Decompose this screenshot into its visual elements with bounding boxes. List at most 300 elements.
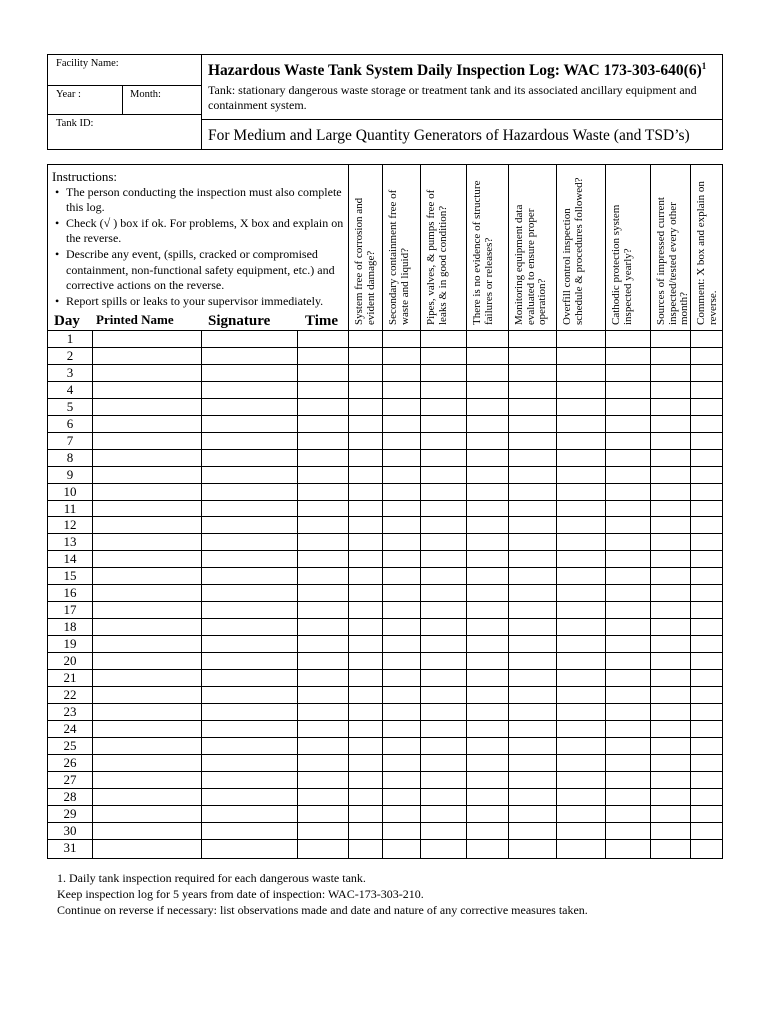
check-cell[interactable] bbox=[349, 467, 381, 482]
check-cell[interactable] bbox=[691, 704, 721, 719]
check-cell[interactable] bbox=[606, 348, 649, 363]
check-cell[interactable] bbox=[383, 806, 419, 821]
check-cell[interactable] bbox=[509, 755, 555, 770]
time-cell[interactable] bbox=[298, 636, 347, 651]
check-cell[interactable] bbox=[557, 551, 604, 566]
check-cell[interactable] bbox=[467, 687, 507, 702]
check-cell[interactable] bbox=[651, 721, 689, 736]
signature-cell[interactable] bbox=[202, 806, 296, 821]
check-cell[interactable] bbox=[421, 382, 465, 397]
check-cell[interactable] bbox=[557, 704, 604, 719]
check-cell[interactable] bbox=[557, 484, 604, 499]
check-cell[interactable] bbox=[606, 619, 649, 634]
check-cell[interactable] bbox=[557, 568, 604, 583]
check-cell[interactable] bbox=[651, 348, 689, 363]
check-cell[interactable] bbox=[421, 687, 465, 702]
check-cell[interactable] bbox=[349, 772, 381, 787]
check-cell[interactable] bbox=[691, 755, 721, 770]
check-cell[interactable] bbox=[651, 619, 689, 634]
check-cell[interactable] bbox=[606, 585, 649, 600]
check-cell[interactable] bbox=[606, 602, 649, 617]
check-cell[interactable] bbox=[467, 670, 507, 685]
check-cell[interactable] bbox=[467, 416, 507, 431]
check-cell[interactable] bbox=[421, 789, 465, 804]
check-cell[interactable] bbox=[509, 806, 555, 821]
check-cell[interactable] bbox=[557, 738, 604, 753]
time-cell[interactable] bbox=[298, 670, 347, 685]
check-cell[interactable] bbox=[509, 416, 555, 431]
check-cell[interactable] bbox=[691, 789, 721, 804]
check-cell[interactable] bbox=[349, 382, 381, 397]
check-cell[interactable] bbox=[557, 772, 604, 787]
check-cell[interactable] bbox=[349, 433, 381, 448]
time-cell[interactable] bbox=[298, 534, 347, 549]
check-cell[interactable] bbox=[557, 840, 604, 855]
signature-cell[interactable] bbox=[202, 653, 296, 668]
check-cell[interactable] bbox=[691, 568, 721, 583]
check-cell[interactable] bbox=[509, 534, 555, 549]
check-cell[interactable] bbox=[421, 670, 465, 685]
check-cell[interactable] bbox=[557, 721, 604, 736]
time-cell[interactable] bbox=[298, 704, 347, 719]
time-cell[interactable] bbox=[298, 687, 347, 702]
check-cell[interactable] bbox=[349, 534, 381, 549]
check-cell[interactable] bbox=[651, 551, 689, 566]
check-cell[interactable] bbox=[651, 517, 689, 532]
check-cell[interactable] bbox=[383, 619, 419, 634]
check-cell[interactable] bbox=[606, 568, 649, 583]
check-cell[interactable] bbox=[691, 517, 721, 532]
check-cell[interactable] bbox=[691, 653, 721, 668]
check-cell[interactable] bbox=[467, 653, 507, 668]
signature-cell[interactable] bbox=[202, 687, 296, 702]
check-cell[interactable] bbox=[383, 687, 419, 702]
check-cell[interactable] bbox=[421, 484, 465, 499]
check-cell[interactable] bbox=[557, 517, 604, 532]
printed-name-cell[interactable] bbox=[93, 534, 200, 549]
check-cell[interactable] bbox=[691, 840, 721, 855]
check-cell[interactable] bbox=[557, 382, 604, 397]
check-cell[interactable] bbox=[467, 840, 507, 855]
time-cell[interactable] bbox=[298, 840, 347, 855]
printed-name-cell[interactable] bbox=[93, 704, 200, 719]
printed-name-cell[interactable] bbox=[93, 382, 200, 397]
check-cell[interactable] bbox=[467, 501, 507, 516]
signature-cell[interactable] bbox=[202, 619, 296, 634]
printed-name-cell[interactable] bbox=[93, 450, 200, 465]
check-cell[interactable] bbox=[383, 602, 419, 617]
check-cell[interactable] bbox=[349, 704, 381, 719]
check-cell[interactable] bbox=[606, 450, 649, 465]
check-cell[interactable] bbox=[651, 450, 689, 465]
check-cell[interactable] bbox=[383, 416, 419, 431]
printed-name-cell[interactable] bbox=[93, 670, 200, 685]
signature-cell[interactable] bbox=[202, 721, 296, 736]
check-cell[interactable] bbox=[421, 721, 465, 736]
check-cell[interactable] bbox=[383, 501, 419, 516]
check-cell[interactable] bbox=[606, 534, 649, 549]
check-cell[interactable] bbox=[383, 823, 419, 838]
check-cell[interactable] bbox=[651, 670, 689, 685]
check-cell[interactable] bbox=[606, 517, 649, 532]
check-cell[interactable] bbox=[421, 823, 465, 838]
check-cell[interactable] bbox=[606, 653, 649, 668]
check-cell[interactable] bbox=[651, 806, 689, 821]
check-cell[interactable] bbox=[606, 382, 649, 397]
check-cell[interactable] bbox=[606, 467, 649, 482]
check-cell[interactable] bbox=[691, 602, 721, 617]
check-cell[interactable] bbox=[383, 399, 419, 414]
signature-cell[interactable] bbox=[202, 755, 296, 770]
printed-name-cell[interactable] bbox=[93, 399, 200, 414]
signature-cell[interactable] bbox=[202, 484, 296, 499]
check-cell[interactable] bbox=[509, 450, 555, 465]
check-cell[interactable] bbox=[467, 382, 507, 397]
check-cell[interactable] bbox=[349, 348, 381, 363]
check-cell[interactable] bbox=[467, 636, 507, 651]
check-cell[interactable] bbox=[349, 619, 381, 634]
check-cell[interactable] bbox=[606, 416, 649, 431]
check-cell[interactable] bbox=[349, 501, 381, 516]
signature-cell[interactable] bbox=[202, 636, 296, 651]
check-cell[interactable] bbox=[383, 551, 419, 566]
check-cell[interactable] bbox=[509, 840, 555, 855]
check-cell[interactable] bbox=[349, 738, 381, 753]
check-cell[interactable] bbox=[606, 365, 649, 380]
check-cell[interactable] bbox=[606, 840, 649, 855]
check-cell[interactable] bbox=[606, 687, 649, 702]
check-cell[interactable] bbox=[557, 399, 604, 414]
check-cell[interactable] bbox=[509, 382, 555, 397]
check-cell[interactable] bbox=[606, 670, 649, 685]
check-cell[interactable] bbox=[421, 772, 465, 787]
check-cell[interactable] bbox=[467, 755, 507, 770]
check-cell[interactable] bbox=[691, 399, 721, 414]
signature-cell[interactable] bbox=[202, 602, 296, 617]
printed-name-cell[interactable] bbox=[93, 365, 200, 380]
check-cell[interactable] bbox=[509, 670, 555, 685]
check-cell[interactable] bbox=[606, 704, 649, 719]
check-cell[interactable] bbox=[421, 755, 465, 770]
time-cell[interactable] bbox=[298, 517, 347, 532]
check-cell[interactable] bbox=[383, 568, 419, 583]
printed-name-cell[interactable] bbox=[93, 755, 200, 770]
check-cell[interactable] bbox=[691, 823, 721, 838]
time-cell[interactable] bbox=[298, 619, 347, 634]
check-cell[interactable] bbox=[467, 433, 507, 448]
time-cell[interactable] bbox=[298, 365, 347, 380]
check-cell[interactable] bbox=[691, 534, 721, 549]
check-cell[interactable] bbox=[651, 433, 689, 448]
printed-name-cell[interactable] bbox=[93, 348, 200, 363]
check-cell[interactable] bbox=[509, 602, 555, 617]
check-cell[interactable] bbox=[651, 484, 689, 499]
check-cell[interactable] bbox=[349, 823, 381, 838]
check-cell[interactable] bbox=[557, 602, 604, 617]
time-cell[interactable] bbox=[298, 484, 347, 499]
check-cell[interactable] bbox=[651, 772, 689, 787]
check-cell[interactable] bbox=[349, 331, 381, 346]
check-cell[interactable] bbox=[383, 738, 419, 753]
signature-cell[interactable] bbox=[202, 568, 296, 583]
check-cell[interactable] bbox=[651, 331, 689, 346]
printed-name-cell[interactable] bbox=[93, 568, 200, 583]
check-cell[interactable] bbox=[557, 501, 604, 516]
check-cell[interactable] bbox=[691, 348, 721, 363]
printed-name-cell[interactable] bbox=[93, 636, 200, 651]
check-cell[interactable] bbox=[421, 534, 465, 549]
signature-cell[interactable] bbox=[202, 365, 296, 380]
check-cell[interactable] bbox=[467, 484, 507, 499]
check-cell[interactable] bbox=[383, 382, 419, 397]
check-cell[interactable] bbox=[467, 619, 507, 634]
check-cell[interactable] bbox=[349, 484, 381, 499]
time-cell[interactable] bbox=[298, 331, 347, 346]
signature-cell[interactable] bbox=[202, 789, 296, 804]
check-cell[interactable] bbox=[606, 399, 649, 414]
check-cell[interactable] bbox=[651, 382, 689, 397]
signature-cell[interactable] bbox=[202, 331, 296, 346]
check-cell[interactable] bbox=[509, 738, 555, 753]
time-cell[interactable] bbox=[298, 653, 347, 668]
check-cell[interactable] bbox=[349, 755, 381, 770]
check-cell[interactable] bbox=[557, 433, 604, 448]
check-cell[interactable] bbox=[691, 365, 721, 380]
check-cell[interactable] bbox=[421, 433, 465, 448]
time-cell[interactable] bbox=[298, 585, 347, 600]
signature-cell[interactable] bbox=[202, 772, 296, 787]
printed-name-cell[interactable] bbox=[93, 551, 200, 566]
check-cell[interactable] bbox=[651, 789, 689, 804]
check-cell[interactable] bbox=[691, 721, 721, 736]
check-cell[interactable] bbox=[691, 806, 721, 821]
check-cell[interactable] bbox=[383, 840, 419, 855]
check-cell[interactable] bbox=[349, 416, 381, 431]
check-cell[interactable] bbox=[691, 551, 721, 566]
check-cell[interactable] bbox=[691, 450, 721, 465]
check-cell[interactable] bbox=[383, 450, 419, 465]
check-cell[interactable] bbox=[421, 399, 465, 414]
printed-name-cell[interactable] bbox=[93, 585, 200, 600]
check-cell[interactable] bbox=[467, 551, 507, 566]
signature-cell[interactable] bbox=[202, 534, 296, 549]
check-cell[interactable] bbox=[651, 755, 689, 770]
check-cell[interactable] bbox=[509, 399, 555, 414]
signature-cell[interactable] bbox=[202, 467, 296, 482]
time-cell[interactable] bbox=[298, 501, 347, 516]
check-cell[interactable] bbox=[651, 585, 689, 600]
check-cell[interactable] bbox=[606, 721, 649, 736]
check-cell[interactable] bbox=[467, 721, 507, 736]
check-cell[interactable] bbox=[421, 551, 465, 566]
check-cell[interactable] bbox=[691, 585, 721, 600]
check-cell[interactable] bbox=[691, 382, 721, 397]
printed-name-cell[interactable] bbox=[93, 433, 200, 448]
check-cell[interactable] bbox=[509, 772, 555, 787]
time-cell[interactable] bbox=[298, 382, 347, 397]
check-cell[interactable] bbox=[691, 636, 721, 651]
check-cell[interactable] bbox=[691, 331, 721, 346]
check-cell[interactable] bbox=[557, 416, 604, 431]
check-cell[interactable] bbox=[557, 789, 604, 804]
signature-cell[interactable] bbox=[202, 738, 296, 753]
printed-name-cell[interactable] bbox=[93, 687, 200, 702]
time-cell[interactable] bbox=[298, 823, 347, 838]
check-cell[interactable] bbox=[467, 399, 507, 414]
check-cell[interactable] bbox=[467, 348, 507, 363]
check-cell[interactable] bbox=[349, 602, 381, 617]
check-cell[interactable] bbox=[383, 772, 419, 787]
printed-name-cell[interactable] bbox=[93, 789, 200, 804]
check-cell[interactable] bbox=[421, 517, 465, 532]
check-cell[interactable] bbox=[509, 433, 555, 448]
check-cell[interactable] bbox=[421, 585, 465, 600]
printed-name-cell[interactable] bbox=[93, 772, 200, 787]
time-cell[interactable] bbox=[298, 551, 347, 566]
check-cell[interactable] bbox=[349, 789, 381, 804]
check-cell[interactable] bbox=[557, 331, 604, 346]
check-cell[interactable] bbox=[467, 517, 507, 532]
check-cell[interactable] bbox=[509, 687, 555, 702]
check-cell[interactable] bbox=[421, 806, 465, 821]
printed-name-cell[interactable] bbox=[93, 840, 200, 855]
check-cell[interactable] bbox=[509, 501, 555, 516]
check-cell[interactable] bbox=[691, 484, 721, 499]
check-cell[interactable] bbox=[421, 653, 465, 668]
check-cell[interactable] bbox=[349, 670, 381, 685]
check-cell[interactable] bbox=[383, 331, 419, 346]
check-cell[interactable] bbox=[467, 585, 507, 600]
printed-name-cell[interactable] bbox=[93, 721, 200, 736]
check-cell[interactable] bbox=[467, 467, 507, 482]
check-cell[interactable] bbox=[383, 433, 419, 448]
check-cell[interactable] bbox=[691, 433, 721, 448]
check-cell[interactable] bbox=[557, 365, 604, 380]
time-cell[interactable] bbox=[298, 450, 347, 465]
check-cell[interactable] bbox=[651, 823, 689, 838]
check-cell[interactable] bbox=[691, 467, 721, 482]
check-cell[interactable] bbox=[606, 331, 649, 346]
check-cell[interactable] bbox=[467, 568, 507, 583]
signature-cell[interactable] bbox=[202, 585, 296, 600]
check-cell[interactable] bbox=[421, 636, 465, 651]
check-cell[interactable] bbox=[691, 416, 721, 431]
check-cell[interactable] bbox=[557, 619, 604, 634]
check-cell[interactable] bbox=[651, 602, 689, 617]
printed-name-cell[interactable] bbox=[93, 602, 200, 617]
time-cell[interactable] bbox=[298, 467, 347, 482]
time-cell[interactable] bbox=[298, 772, 347, 787]
check-cell[interactable] bbox=[557, 585, 604, 600]
check-cell[interactable] bbox=[651, 568, 689, 583]
check-cell[interactable] bbox=[509, 704, 555, 719]
check-cell[interactable] bbox=[421, 704, 465, 719]
check-cell[interactable] bbox=[383, 789, 419, 804]
check-cell[interactable] bbox=[467, 789, 507, 804]
printed-name-cell[interactable] bbox=[93, 484, 200, 499]
check-cell[interactable] bbox=[691, 738, 721, 753]
printed-name-cell[interactable] bbox=[93, 653, 200, 668]
time-cell[interactable] bbox=[298, 755, 347, 770]
check-cell[interactable] bbox=[509, 551, 555, 566]
check-cell[interactable] bbox=[557, 534, 604, 549]
time-cell[interactable] bbox=[298, 789, 347, 804]
check-cell[interactable] bbox=[349, 721, 381, 736]
check-cell[interactable] bbox=[557, 755, 604, 770]
signature-cell[interactable] bbox=[202, 704, 296, 719]
check-cell[interactable] bbox=[557, 450, 604, 465]
check-cell[interactable] bbox=[606, 484, 649, 499]
check-cell[interactable] bbox=[421, 602, 465, 617]
check-cell[interactable] bbox=[421, 467, 465, 482]
check-cell[interactable] bbox=[467, 738, 507, 753]
check-cell[interactable] bbox=[509, 585, 555, 600]
check-cell[interactable] bbox=[606, 755, 649, 770]
time-cell[interactable] bbox=[298, 416, 347, 431]
signature-cell[interactable] bbox=[202, 517, 296, 532]
check-cell[interactable] bbox=[651, 399, 689, 414]
check-cell[interactable] bbox=[651, 687, 689, 702]
time-cell[interactable] bbox=[298, 721, 347, 736]
check-cell[interactable] bbox=[349, 568, 381, 583]
check-cell[interactable] bbox=[383, 721, 419, 736]
check-cell[interactable] bbox=[421, 738, 465, 753]
printed-name-cell[interactable] bbox=[93, 467, 200, 482]
time-cell[interactable] bbox=[298, 568, 347, 583]
check-cell[interactable] bbox=[509, 653, 555, 668]
signature-cell[interactable] bbox=[202, 433, 296, 448]
check-cell[interactable] bbox=[557, 348, 604, 363]
signature-cell[interactable] bbox=[202, 551, 296, 566]
check-cell[interactable] bbox=[509, 636, 555, 651]
check-cell[interactable] bbox=[349, 399, 381, 414]
check-cell[interactable] bbox=[383, 653, 419, 668]
check-cell[interactable] bbox=[383, 467, 419, 482]
check-cell[interactable] bbox=[606, 636, 649, 651]
check-cell[interactable] bbox=[349, 653, 381, 668]
check-cell[interactable] bbox=[691, 501, 721, 516]
signature-cell[interactable] bbox=[202, 382, 296, 397]
check-cell[interactable] bbox=[606, 738, 649, 753]
check-cell[interactable] bbox=[557, 636, 604, 651]
time-cell[interactable] bbox=[298, 433, 347, 448]
check-cell[interactable] bbox=[421, 416, 465, 431]
check-cell[interactable] bbox=[557, 687, 604, 702]
check-cell[interactable] bbox=[349, 806, 381, 821]
check-cell[interactable] bbox=[421, 568, 465, 583]
check-cell[interactable] bbox=[467, 602, 507, 617]
check-cell[interactable] bbox=[421, 450, 465, 465]
check-cell[interactable] bbox=[606, 823, 649, 838]
time-cell[interactable] bbox=[298, 806, 347, 821]
check-cell[interactable] bbox=[509, 467, 555, 482]
check-cell[interactable] bbox=[509, 789, 555, 804]
check-cell[interactable] bbox=[651, 653, 689, 668]
check-cell[interactable] bbox=[606, 433, 649, 448]
signature-cell[interactable] bbox=[202, 670, 296, 685]
printed-name-cell[interactable] bbox=[93, 501, 200, 516]
check-cell[interactable] bbox=[349, 687, 381, 702]
check-cell[interactable] bbox=[467, 365, 507, 380]
check-cell[interactable] bbox=[509, 484, 555, 499]
check-cell[interactable] bbox=[349, 450, 381, 465]
check-cell[interactable] bbox=[509, 365, 555, 380]
check-cell[interactable] bbox=[651, 534, 689, 549]
check-cell[interactable] bbox=[557, 823, 604, 838]
check-cell[interactable] bbox=[509, 348, 555, 363]
check-cell[interactable] bbox=[383, 365, 419, 380]
check-cell[interactable] bbox=[509, 619, 555, 634]
